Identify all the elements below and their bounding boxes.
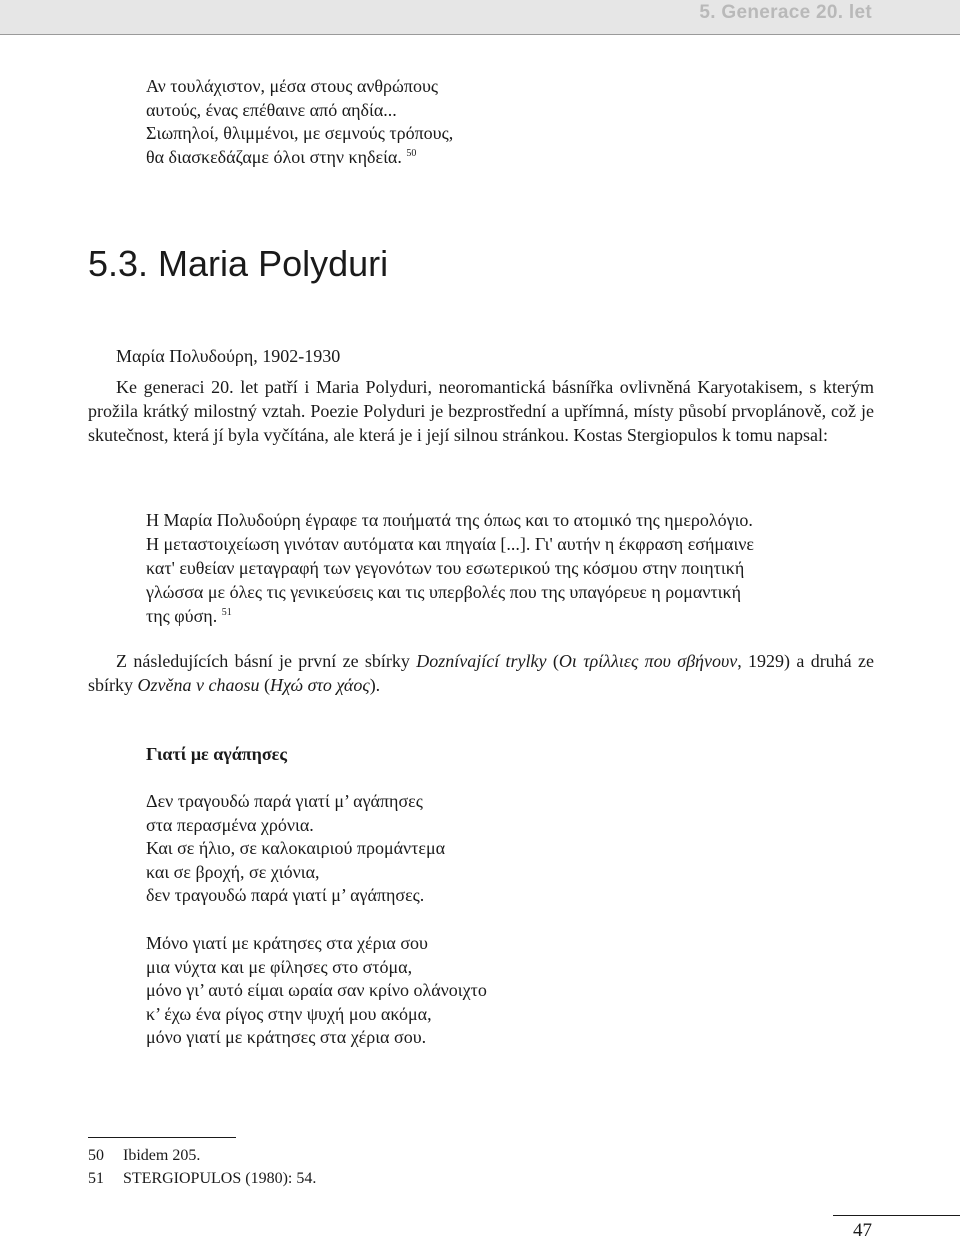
quote-line: γλώσσα με όλες τις γενικεύσεις και τις υπερβολές που της υπαγόρευε η ρομαντική (146, 582, 742, 602)
poem-line: δεν τραγουδώ παρά γιατί μ’ αγάπησες. (146, 885, 425, 905)
footnote-text: STERGIOPULOS (1980): 54. (123, 1170, 317, 1187)
footnote (88, 1144, 316, 1167)
poem-line: και σε βροχή, σε χιόνια, (146, 861, 320, 882)
poem-line: μόνο γιατί με κράτησες στα χέρια σου. (146, 1027, 427, 1047)
collection-title: Ozvěna v chaosu (137, 675, 260, 695)
poem-line: κ’ έχω ένα ρίγος στην ψυχή μου ακόμα, (146, 1003, 432, 1024)
poem-line: μια νύχτα και με φίλησες στο στόμα, (146, 956, 413, 977)
poem-stanza (146, 790, 445, 908)
poem-line: Αν τουλάχιστον, μέσα στους ανθρώπους (146, 76, 438, 96)
quote-line: Η Μαρία Πολυδούρη έγραφε τα ποιήματά της όπως και το ατομικό της ημερολόγιο. (146, 510, 753, 530)
text-run: ). (369, 675, 381, 695)
poem-line: Σιωπηλοί, θλιμμένοι, με σεμνούς τρόπους, (146, 123, 454, 143)
footnote-ref: 51 (221, 607, 232, 618)
epigraph-poem (146, 75, 453, 169)
quote-line-text: της φύση. (146, 606, 218, 626)
poem-line: Και σε ήλιο, σε καλοκαιριού προμάντεμα (146, 838, 446, 858)
block-quote (146, 508, 754, 628)
poem-stanza (146, 932, 487, 1050)
poet-subtitle: Μαρία Πολυδούρη, 1902-1930 (116, 346, 341, 366)
text-run: , 1929) a druhá ze sbírky (88, 651, 874, 695)
running-header (0, 0, 960, 35)
collection-title-greek: Οι τρίλλιες που σβήνουν (558, 651, 738, 671)
text-run: ( (259, 675, 270, 695)
poem-line (146, 146, 453, 170)
quote-line: κατ' ευθείαν μεταγραφή των γεγονότων του εσωτερικού της κόσμου στην ποιητική (146, 558, 745, 578)
text-run: ( (546, 651, 559, 671)
body-paragraph: Ke generaci 20. let patří i Maria Polyduri, neoromantická básnířka ovlivněná Karyotakisem, s kterým prožila krátký milostný vztah. Poezie Polyduri je bezprostřední a upřímná, místy působí prvoplánově, což je skutečnost, která jí byla vyčítána, ale která je i její silnou stránkou. Kostas Stergiopulos k tomu napsal: (88, 377, 874, 445)
footnote-text: Ibidem 205. (123, 1147, 201, 1164)
footnote-ref: 50 (406, 147, 417, 159)
collection-title-greek: Ηχώ στο χάος (269, 675, 370, 695)
page-number-rule (833, 1215, 960, 1216)
footnote-number: 51 (88, 1170, 104, 1187)
section-heading: 5.3. Maria Polyduri (88, 243, 389, 284)
poem-line: μόνο γι’ αυτό είμαι ωραία σαν κρίνο ολάνοιχτο (146, 980, 487, 1000)
chapter-title: 5. Generace 20. let (699, 2, 872, 23)
poem-title: Γιατί με αγάπησες (146, 744, 287, 764)
footnote-divider (88, 1137, 236, 1138)
poem-line: αυτούς, ένας επέθαινε από αηδία... (146, 99, 397, 120)
footnote-number: 50 (88, 1147, 104, 1164)
page-number: 47 (853, 1220, 872, 1241)
poem-line: Δεν τραγουδώ παρά γιατί μ’ αγάπησες (146, 791, 423, 811)
text-run: Z následujících básní je první ze sbírky (116, 651, 417, 671)
body-paragraph (88, 649, 874, 697)
quote-line (146, 604, 754, 628)
poem-line-text: θα διασκεδάζαμε όλοι στην κηδεία. (146, 146, 402, 167)
poem-line: στα περασμένα χρόνια. (146, 814, 314, 835)
quote-line: Η μεταστοιχείωση γινόταν αυτόματα και πηγαία [...]. Γι' αυτήν η έκφραση εσήμαινε (146, 534, 754, 554)
poem-line: Μόνο γιατί με κράτησες στα χέρια σου (146, 933, 428, 953)
footnotes (88, 1144, 316, 1190)
collection-title: Doznívající trylky (416, 651, 547, 671)
footnote (88, 1167, 316, 1190)
